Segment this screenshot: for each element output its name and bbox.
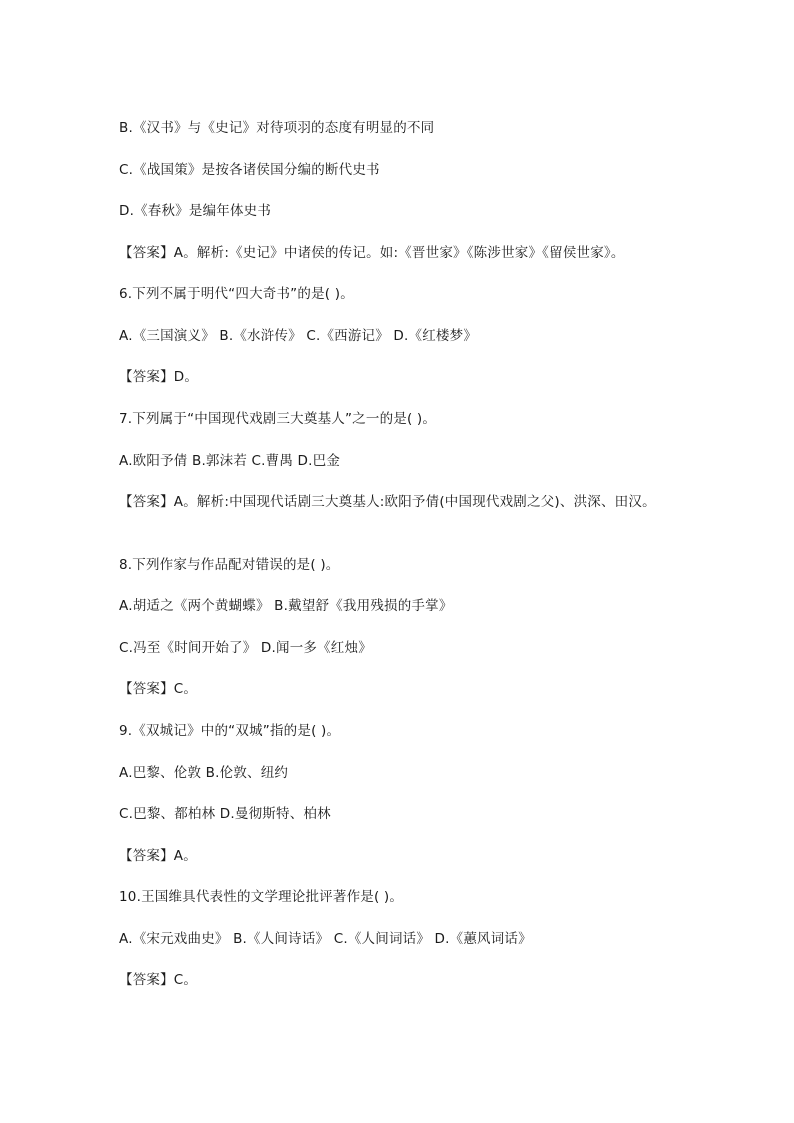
answer-q6: 【答案】D。 — [119, 369, 199, 385]
question-7: 7.下列属于“中国现代戏剧三大奠基人”之一的是( )。 — [119, 411, 437, 427]
answer-q9: 【答案】A。 — [119, 848, 197, 864]
answer-q7: 【答案】A。解析:中国现代话剧三大奠基人:欧阳予倩(中国现代戏剧之父)、洪深、田汉。 — [119, 494, 656, 510]
answer-q5: 【答案】A。解析:《史记》中诸侯的传记。如:《晋世家》《陈涉世家》《留侯世家》。 — [119, 245, 625, 261]
question-9: 9.《双城记》中的“双城”指的是( )。 — [119, 723, 341, 739]
options-q8-cd: C.冯至《时间开始了》 D.闻一多《红烛》 — [119, 640, 372, 656]
question-10: 10.王国维具代表性的文学理论批评著作是( )。 — [119, 889, 404, 905]
options-q9-ab: A.巴黎、伦敦 B.伦敦、纽约 — [119, 765, 289, 781]
options-q10: A.《宋元戏曲史》 B.《人间诗话》 C.《人间词话》 D.《蕙风词话》 — [119, 931, 532, 947]
options-q6: A.《三国演义》 B.《水浒传》 C.《西游记》 D.《红楼梦》 — [119, 328, 478, 344]
options-q9-cd: C.巴黎、都柏林 D.曼彻斯特、柏林 — [119, 806, 331, 822]
option-d-q5: D.《春秋》是编年体史书 — [119, 203, 272, 219]
option-b-q5: B.《汉书》与《史记》对待项羽的态度有明显的不同 — [119, 120, 435, 136]
question-8: 8.下列作家与作品配对错误的是( )。 — [119, 557, 340, 573]
options-q7: A.欧阳予倩 B.郭沫若 C.曹禺 D.巴金 — [119, 453, 341, 469]
answer-q8: 【答案】C。 — [119, 681, 198, 697]
option-c-q5: C.《战国策》是按各诸侯国分编的断代史书 — [119, 162, 380, 178]
question-6: 6.下列不属于明代“四大奇书”的是( )。 — [119, 286, 354, 302]
answer-q10: 【答案】C。 — [119, 972, 198, 988]
options-q8-ab: A.胡适之《两个黄蝴蝶》 B.戴望舒《我用残损的手掌》 — [119, 598, 453, 614]
